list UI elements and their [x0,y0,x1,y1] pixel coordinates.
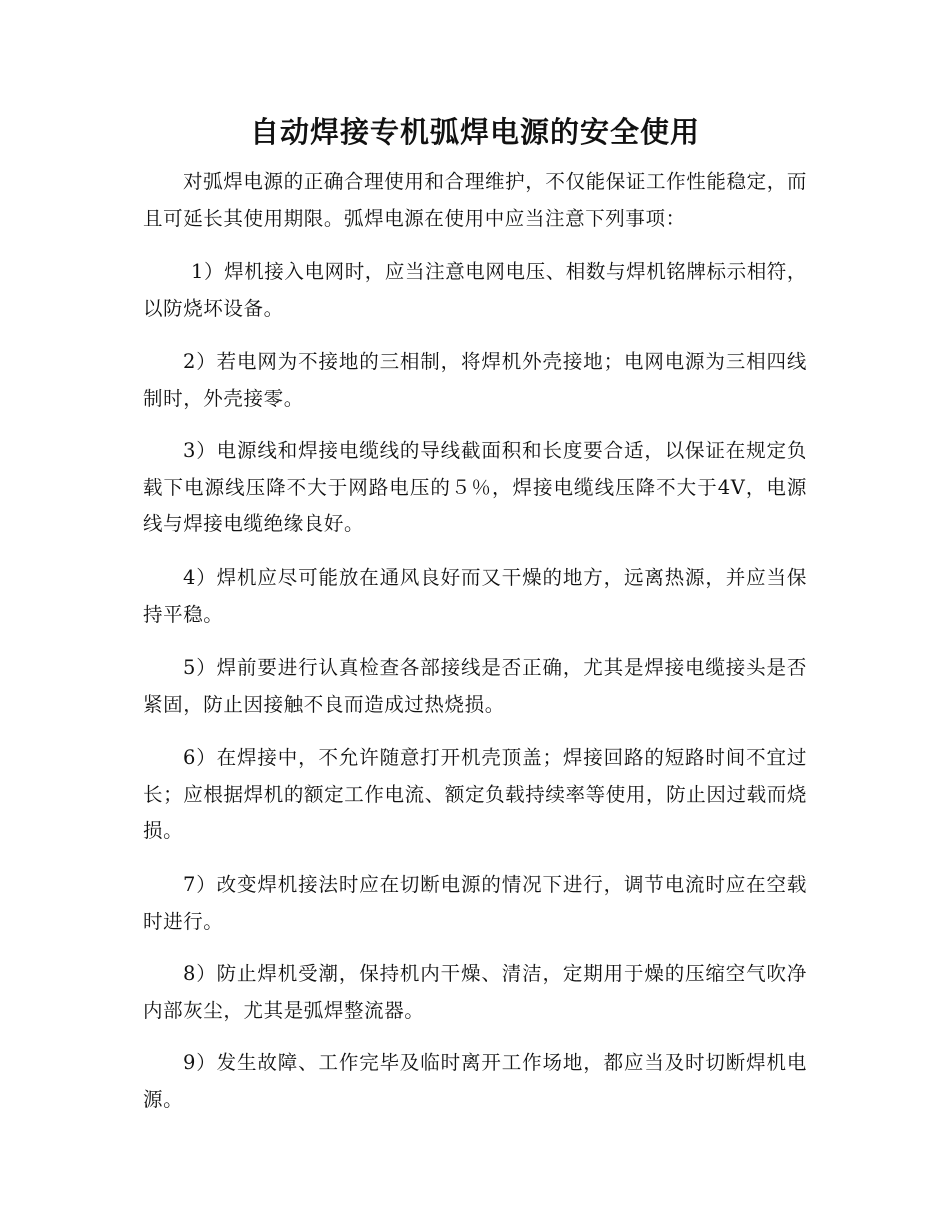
item-paragraph-1: 1）焊机接入电网时，应当注意电网电压、相数与焊机铭牌标示相符，以防烧坏设备。 [143,260,808,320]
item-paragraph-9: 9）发生故障、工作完毕及临时离开工作场地，都应当及时切断焊机电源。 [143,1051,807,1111]
item-paragraph-7: 7）改变焊机接法时应在切断电源的情况下进行，调节电流时应在空载时进行。 [143,873,807,933]
document-title: 自动焊接专机弧焊电源的安全使用 [249,115,700,149]
item-paragraph-6: 6）在焊接中，不允许随意打开机壳顶盖；焊接回路的短路时间不宜过长；应根据焊机的额定工作电流、额定负载持续率等使用，防止因过载而烧损。 [143,746,807,842]
item-paragraph-3: 3）电源线和焊接电缆线的导线截面积和长度要合适，以保证在规定负载下电源线压降不大于网路电压的５％，焊接电缆线压降不大于4V，电源线与焊接电缆绝缘良好。 [143,439,807,535]
item-paragraph-4: 4）焊机应尽可能放在通风良好而又干燥的地方，远离热源，并应当保持平稳。 [143,566,807,626]
item-paragraph-5: 5）焊前要进行认真检查各部接线是否正确，尤其是焊接电缆接头是否紧固，防止因接触不良而造成过热烧损。 [143,656,807,716]
item-paragraph-2: 2）若电网为不接地的三相制，将焊机外壳接地；电网电源为三相四线制时，外壳接零。 [143,350,807,410]
item-paragraph-8: 8）防止焊机受潮，保持机内干燥、清洁，定期用于燥的压缩空气吹净内部灰尘，尤其是弧焊整流器。 [143,962,807,1022]
intro-paragraph: 对弧焊电源的正确合理使用和合理维护，不仅能保证工作性能稳定，而且可延长其使用期限。弧焊电源在使用中应当注意下列事项： [143,170,807,230]
